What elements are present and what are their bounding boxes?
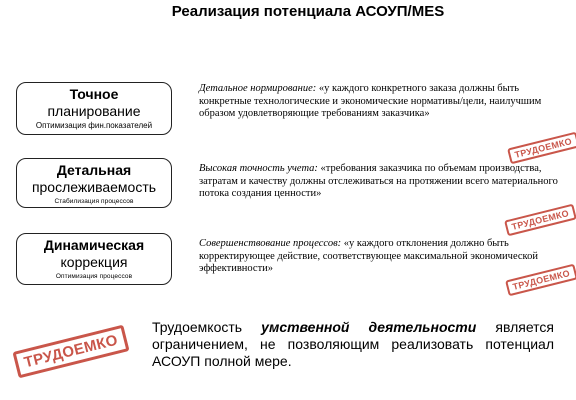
description-text: «у каждого конкретного заказа должны быть конкретные технологические и экономические нормативы/цели, наилучшим образом удовлетворяющие требованиям заказчика» [199,83,542,119]
conclusion-prefix: Трудоемкость [152,319,262,335]
conclusion-suffix: является ограничением, не позволяющим реализовать потенциал АСОУП полной мере. [152,319,554,369]
conclusion-text [152,319,554,370]
box-heading: Динамическая [43,237,145,253]
box-heading: Точное [69,86,119,102]
page-title: Реализация потенциала АСОУП/MES [171,3,445,20]
box-subheading: прослеживаемость [31,179,157,195]
description-process-improvement [199,238,559,276]
description-lead: Совершенствование процессов: [199,238,342,249]
box-subheading: коррекция [60,254,128,270]
box-subheading: планирование [47,103,141,119]
conclusion-emphasis: умственной деятельности [261,319,477,335]
box-precise-planning [16,82,172,135]
box-detailed-tracing [16,158,172,208]
description-text: «у каждого отклонения должно быть корректирующее действие, соответствующее максимальной экономической эффективности» [199,238,538,274]
labor-intensive-stamp: ТРУДОЕМКО [507,132,576,165]
description-lead: Детальное нормирование: [199,83,317,94]
labor-intensive-stamp: ТРУДОЕМКО [505,264,576,297]
labor-intensive-stamp: ТРУДОЕМКО [504,204,576,237]
description-high-accuracy [199,163,559,201]
box-dynamic-correction [16,233,172,285]
box-caption: Стабилизация процессов [54,198,134,205]
labor-intensive-stamp-large: ТРУДОЕМКО [12,325,129,379]
description-detailed-norming [199,83,559,121]
description-lead: Высокая точность учета: [199,163,318,174]
box-caption: Оптимизация процессов [55,273,133,280]
description-text: «требования заказчика по объемам производства, затратам и качеству должны отслеживаться на протяжении всего материального потока создания ценности» [199,163,558,199]
box-caption: Оптимизация фин.показателей [35,121,153,130]
box-heading: Детальная [56,162,132,178]
